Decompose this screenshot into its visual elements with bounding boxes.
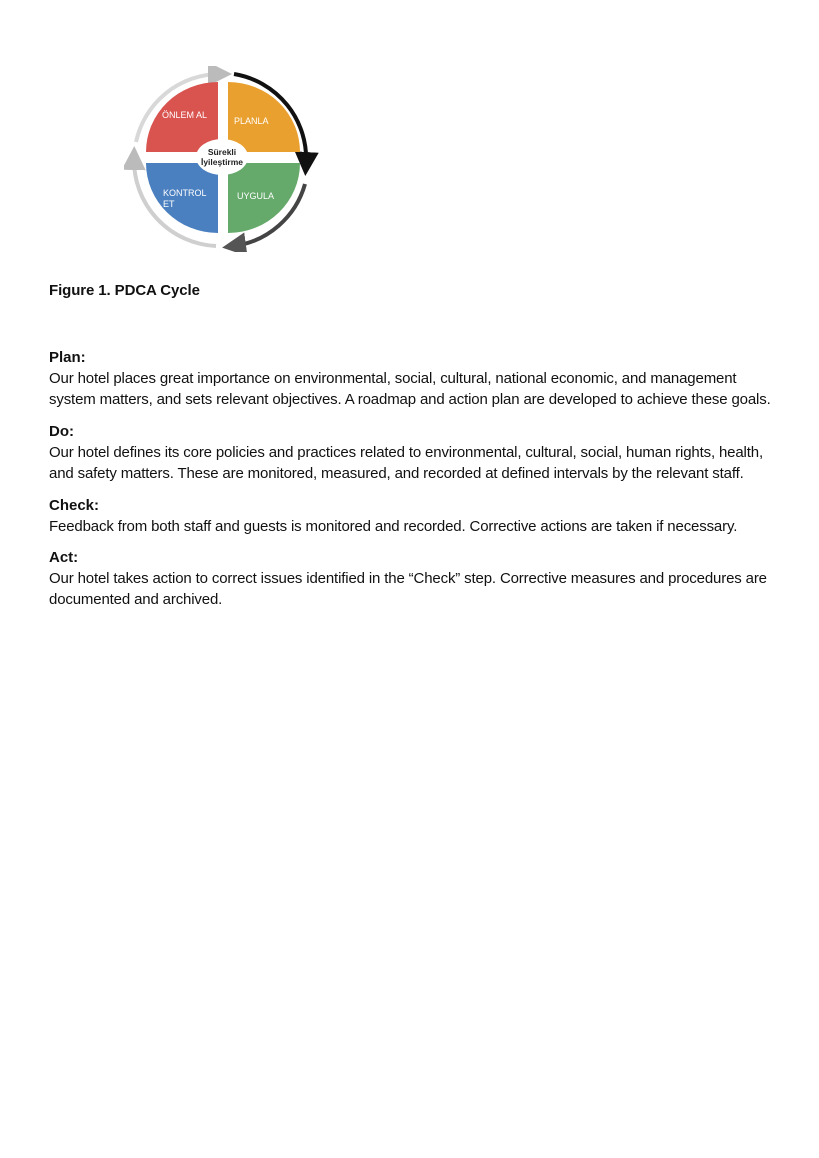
section-body: Our hotel places great importance on environmental, social, cultural, national economic, and management system matters, and sets relevant objectives. A roadmap and action plan are developed to achieve these goals. bbox=[49, 370, 771, 409]
label-plan: PLANLA bbox=[234, 116, 269, 126]
section-body: Feedback from both staff and guests is monitored and recorded. Corrective actions are taken if necessary. bbox=[49, 517, 738, 535]
section-body: Our hotel takes action to correct issues identified in the “Check” step. Corrective measures and procedures are documented and archived. bbox=[49, 570, 767, 609]
pdca-sections bbox=[49, 347, 779, 621]
quadrant-check bbox=[146, 163, 218, 233]
section-act bbox=[49, 547, 779, 611]
label-act: ÖNLEM AL bbox=[162, 110, 208, 120]
section-heading: Check: bbox=[49, 496, 100, 514]
section-do bbox=[49, 421, 779, 485]
section-plan bbox=[49, 347, 779, 411]
center-label-line2: İyileştirme bbox=[200, 157, 244, 167]
figure-caption: Figure 1. PDCA Cycle bbox=[49, 282, 200, 299]
pdca-cycle-diagram bbox=[124, 66, 320, 252]
section-heading: Do: bbox=[49, 422, 74, 440]
section-heading: Plan: bbox=[49, 349, 86, 366]
section-heading: Act: bbox=[49, 549, 79, 567]
label-check-line2: ET bbox=[163, 199, 175, 209]
section-body: Our hotel defines its core policies and practices related to environmental, cultural, social, human rights, health, and safety matters. These are monitored, measured, and recorded at defined intervals by the relevant staff. bbox=[49, 443, 763, 483]
label-check-line1: KONTROL bbox=[163, 188, 207, 198]
section-check bbox=[49, 495, 779, 537]
label-do: UYGULA bbox=[237, 191, 275, 201]
center-label-line1: Sürekli bbox=[207, 147, 237, 157]
